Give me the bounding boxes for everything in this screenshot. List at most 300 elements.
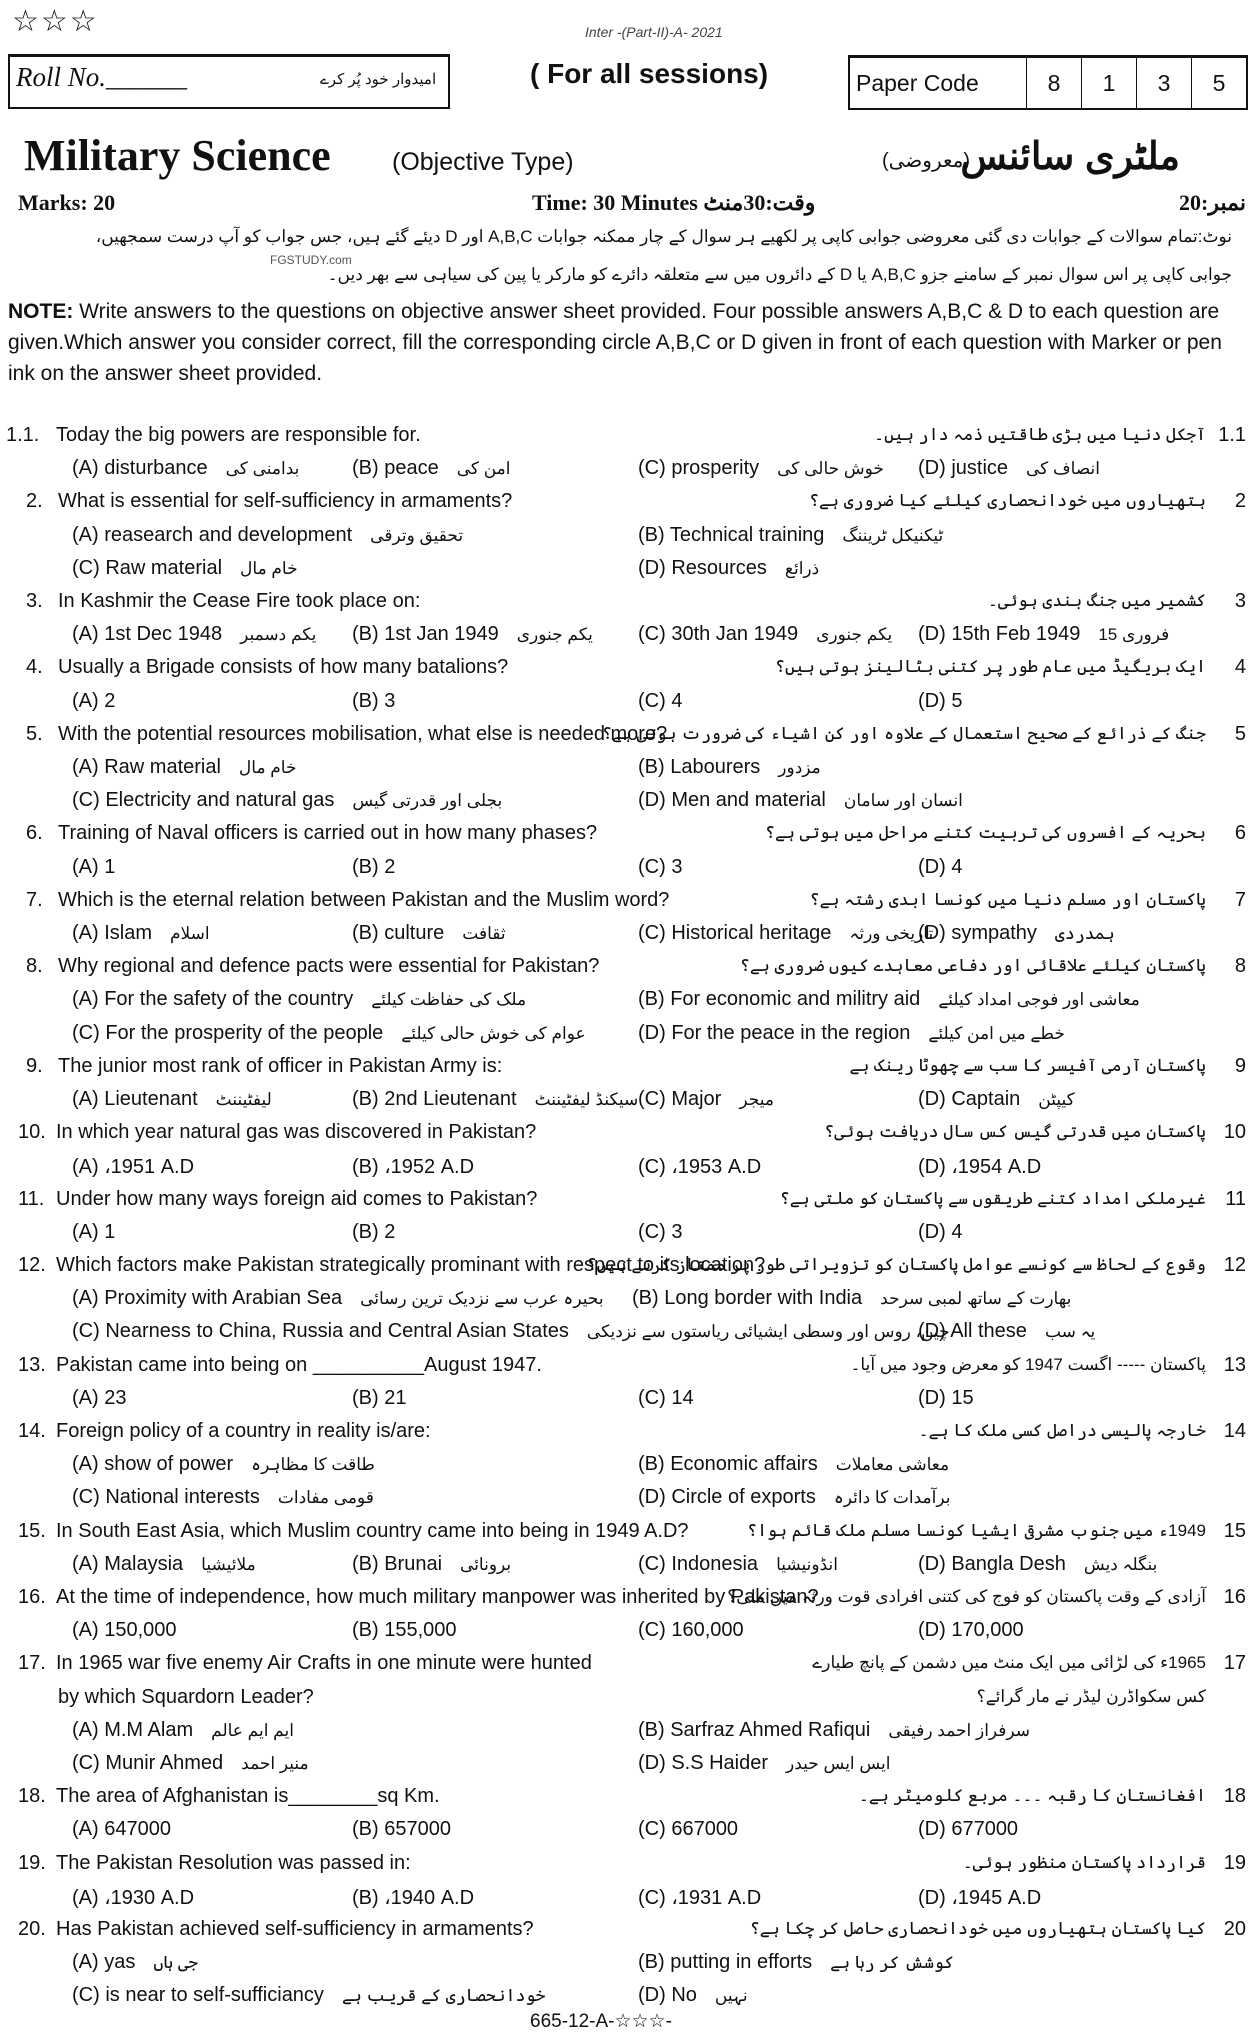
question-number-urdu: 13 <box>1223 1354 1246 1376</box>
question-line <box>0 1250 1250 1283</box>
question-number-urdu: 4 <box>1234 656 1246 678</box>
option-c[interactable] <box>638 1553 838 1576</box>
question-number: 1.1. <box>6 424 40 446</box>
option-c[interactable] <box>72 1486 374 1509</box>
option-text: (D) 4 <box>918 1221 963 1243</box>
option-d[interactable] <box>918 1320 1095 1343</box>
question-text: Today the big powers are responsible for. <box>56 424 421 446</box>
option-c[interactable] <box>638 1619 744 1642</box>
question-urdu: جنگ کے ذرائع کے صحیح استعمال کے علاوہ اور کن اشیاء کی ضرورت ہوتی ہے؟ <box>601 724 1206 743</box>
option-d[interactable] <box>918 1387 974 1410</box>
question-text: by which Squardorn Leader? <box>58 1686 314 1708</box>
option-text: (A) ،1930 A.D <box>72 1887 195 1909</box>
option-urdu: ملک کی حفاظت کیلئے <box>371 990 527 1009</box>
paper-title: Military Science <box>24 131 331 180</box>
option-urdu: امن کی <box>456 459 511 478</box>
option-c[interactable] <box>72 1320 950 1343</box>
question-number: 19. <box>18 1852 46 1874</box>
option-d[interactable] <box>918 1553 1157 1576</box>
option-d[interactable] <box>918 623 1169 646</box>
option-urdu: کیپٹن <box>1038 1090 1075 1109</box>
option-text: (C) 667000 <box>638 1818 739 1840</box>
option-urdu: لیفٹیننٹ <box>215 1090 272 1109</box>
roll-number-label: Roll No.______ <box>16 62 188 92</box>
question-line <box>0 818 1250 851</box>
option-b[interactable] <box>352 457 510 480</box>
question-line <box>0 1283 1250 1316</box>
question-text: In South East Asia, which Muslim country came into being in 1949 A.D? <box>56 1520 689 1542</box>
option-text: (A) 150,000 <box>72 1619 177 1641</box>
question-text: The Pakistan Resolution was passed in: <box>56 1852 411 1874</box>
question-text: Why regional and defence pacts were essential for Pakistan? <box>58 955 600 977</box>
option-urdu: معاشی اور فوجی امداد کیلئے <box>938 990 1140 1009</box>
option-text: (D) 5 <box>918 690 963 712</box>
question-urdu: بحریہ کے افسروں کی تربیت کتنے مراحل میں ہوتی ہے؟ <box>765 823 1206 842</box>
question-line <box>0 1449 1250 1482</box>
option-text: (A) Raw material <box>72 756 221 778</box>
question-urdu: پاکستان اور مسلم دنیا میں کونسا ابدی رشتہ ہے؟ <box>809 890 1206 909</box>
option-c[interactable] <box>638 1154 761 1179</box>
paper-code-digit: 1 <box>1081 58 1136 108</box>
question-number-urdu: 9 <box>1234 1055 1246 1077</box>
option-text: (A) 1 <box>72 1221 116 1243</box>
option-text: (A) show of power <box>72 1453 234 1475</box>
option-a[interactable] <box>72 1885 194 1910</box>
option-text: (C) Major <box>638 1088 722 1110</box>
question-line <box>0 1781 1250 1814</box>
option-c[interactable] <box>72 1752 309 1775</box>
question-line <box>0 1383 1250 1416</box>
question-number: 4. <box>26 656 43 678</box>
option-b[interactable] <box>352 1885 474 1910</box>
option-b[interactable] <box>638 1719 1030 1742</box>
question-number: 9. <box>26 1055 43 1077</box>
option-a[interactable] <box>72 524 463 547</box>
option-a[interactable] <box>72 623 316 646</box>
option-d[interactable] <box>638 1752 891 1775</box>
question-number: 13. <box>18 1354 46 1376</box>
question-line <box>0 1117 1250 1150</box>
option-a[interactable] <box>72 1453 375 1476</box>
option-urdu: خام مال <box>238 758 297 777</box>
option-b[interactable] <box>352 1387 406 1410</box>
option-text: (B) 2 <box>352 856 396 878</box>
option-urdu: قومی مفادات <box>277 1488 374 1507</box>
option-b[interactable] <box>352 690 395 713</box>
option-b[interactable] <box>638 524 943 547</box>
option-d[interactable] <box>638 557 819 580</box>
question-number: 2. <box>26 490 43 512</box>
option-a[interactable] <box>72 756 297 779</box>
option-urdu: برونائی <box>460 1555 512 1574</box>
question-line <box>0 1084 1250 1117</box>
option-a[interactable] <box>72 457 299 480</box>
option-b[interactable] <box>352 1221 395 1244</box>
option-text: (C) 3 <box>638 1221 683 1243</box>
option-urdu: یکم جنوری <box>516 625 593 644</box>
option-b[interactable] <box>352 1088 638 1111</box>
exam-label: Inter -(Part-II)-A- 2021 <box>585 24 723 40</box>
question-line <box>0 1316 1250 1349</box>
question-text: In 1965 war five enemy Air Crafts in one minute were hunted <box>56 1652 592 1674</box>
question-urdu: آزادی کے وقت پاکستان کو فوج کی کتنی افرادی قوت ورثہ میں ملی؟ <box>727 1587 1206 1606</box>
question-line <box>0 1582 1250 1615</box>
option-b[interactable] <box>352 1818 451 1841</box>
option-d[interactable] <box>638 1486 951 1509</box>
option-text: (C) Nearness to China, Russia and Central Asian States <box>72 1320 569 1342</box>
option-text: (A) 1 <box>72 856 116 878</box>
option-b[interactable] <box>352 1154 474 1179</box>
question-text: What is essential for self-sufficiency in armaments? <box>58 490 513 512</box>
option-urdu: میجر <box>739 1090 774 1109</box>
question-line <box>0 1549 1250 1582</box>
option-text: (C) prosperity <box>638 457 760 479</box>
question-number: 17. <box>18 1652 46 1674</box>
question-line <box>0 1018 1250 1051</box>
option-b[interactable] <box>638 1951 954 1974</box>
option-text: (A) 2 <box>72 690 116 712</box>
option-text: (D) Circle of exports <box>638 1486 816 1508</box>
option-b[interactable] <box>352 623 593 646</box>
option-d[interactable] <box>918 922 1115 945</box>
option-text: (D) 15 <box>918 1387 974 1409</box>
option-text: (B) ،1952 A.D <box>352 1156 475 1178</box>
question-line <box>0 1482 1250 1515</box>
question-number-urdu: 5 <box>1234 723 1246 745</box>
option-c[interactable] <box>72 789 502 812</box>
question-line <box>0 619 1250 652</box>
question-number: 11. <box>18 1188 45 1210</box>
question-urdu: خارجہ پالیسی دراصل کسی ملک کا ہے۔ <box>918 1421 1206 1440</box>
note-urdu-line: جوابی کاپی پر اس سوال نمبر کے سامنے جزو A,B,C یا D کے دائروں میں سے متعلقہ دائرے کو مارکر یا پین کی سیاہی سے بھر دیں۔ <box>327 265 1232 284</box>
option-a[interactable] <box>72 1287 604 1310</box>
option-text: (B) 21 <box>352 1387 407 1409</box>
option-b[interactable] <box>638 756 821 779</box>
question-number: 16. <box>18 1586 46 1608</box>
question-line <box>0 1648 1250 1681</box>
option-text: (A) 647000 <box>72 1818 171 1840</box>
option-b[interactable] <box>352 1553 511 1576</box>
option-urdu: انڈونیشیا <box>776 1555 838 1574</box>
option-text: (C) Electricity and natural gas <box>72 789 335 811</box>
question-urdu: آجکل دنیا میں بڑی طاقتیں ذمہ دار ہیں۔ <box>874 425 1206 444</box>
option-b[interactable] <box>638 1453 949 1476</box>
option-text: (D) For the peace in the region <box>638 1022 911 1044</box>
option-b[interactable] <box>352 1619 457 1642</box>
option-text: (A) Islam <box>72 922 152 944</box>
paper-title-urdu: ملٹری سائنس <box>960 136 1180 178</box>
option-text: (B) Economic affairs <box>638 1453 818 1475</box>
paper-type: (Objective Type) <box>392 148 574 176</box>
option-text: (D) 15th Feb 1949 <box>918 623 1081 645</box>
question-number: 5. <box>26 723 43 745</box>
option-urdu: انصاف کی <box>1026 459 1101 478</box>
option-text: (D) Bangla Desh <box>918 1553 1066 1575</box>
option-a[interactable] <box>72 690 115 713</box>
option-text: (B) ،1940 A.D <box>352 1887 475 1909</box>
option-a[interactable] <box>72 1221 115 1244</box>
option-text: (A) disturbance <box>72 457 208 479</box>
option-a[interactable] <box>72 1387 126 1410</box>
option-d[interactable] <box>918 1818 1018 1841</box>
question-line <box>0 1416 1250 1449</box>
option-text: (A) 23 <box>72 1387 127 1409</box>
option-c[interactable] <box>638 690 682 713</box>
option-urdu: بھارت کے ساتھ لمبی سرحد <box>880 1289 1072 1308</box>
option-urdu: اسلام <box>170 924 210 943</box>
paper-type-urdu: (معروضی) <box>881 150 970 172</box>
question-number: 20. <box>18 1918 46 1940</box>
option-urdu: ذرائع <box>784 559 820 578</box>
roll-number-urdu: امیدوار خود پُر کرے <box>320 71 437 88</box>
question-urdu: 1949ء میں جنوب مشرقی ایشیا کونسا مسلم ملک قائم ہوا؟ <box>747 1521 1206 1540</box>
option-text: (C) is near to self-sufficiancy <box>72 1984 324 2006</box>
question-number-urdu: 17 <box>1223 1652 1246 1674</box>
option-a[interactable] <box>72 1719 294 1742</box>
question-urdu: کشمیر میں جنگ بندی ہوئی۔ <box>987 591 1206 610</box>
question-line <box>0 785 1250 818</box>
option-c[interactable] <box>72 1984 545 2007</box>
option-c[interactable] <box>72 1022 586 1045</box>
option-text: (B) peace <box>352 457 439 479</box>
option-urdu: طاقت کا مظاہرہ <box>251 1455 375 1474</box>
option-d[interactable] <box>638 789 963 812</box>
note-urdu-line: نوٹ:تمام سوالات کے جوابات دی گئی معروضی جوابی کاپی پر لکھیے ہر سوال کے چار ممکنہ جوابات A,B,C اور D دیئے گئے ہیں، جس جواب کو آپ درست سمجھیں، <box>95 227 1232 246</box>
option-a[interactable] <box>72 922 210 945</box>
stars-mark: ☆☆☆ <box>12 5 99 38</box>
option-urdu: 15 فروری <box>1098 625 1170 644</box>
question-line <box>0 520 1250 553</box>
option-text: (A) yas <box>72 1951 136 1973</box>
option-text: (B) culture <box>352 922 445 944</box>
question-text: Which is the eternal relation between Pakistan and the Muslim word? <box>58 889 670 911</box>
question-number-urdu: 7 <box>1234 889 1246 911</box>
question-line <box>0 1682 1250 1715</box>
paper-code-digit: 8 <box>1026 58 1081 108</box>
option-d[interactable] <box>918 1154 1041 1179</box>
option-urdu: ٹیکنیکل ٹریننگ <box>842 526 944 545</box>
option-a[interactable] <box>72 1154 194 1179</box>
question-line <box>0 1516 1250 1549</box>
option-text: (B) 155,000 <box>352 1619 457 1641</box>
question-urdu: ایک بریگیڈ میں عام طور پر کتنی بٹالینز ہوتی ہیں؟ <box>775 657 1206 676</box>
option-text: (D) 677000 <box>918 1818 1019 1840</box>
option-c[interactable] <box>638 1088 774 1111</box>
paper-code-box <box>848 55 1248 110</box>
question-number-urdu: 16 <box>1223 1586 1246 1608</box>
option-text: (B) 2 <box>352 1221 396 1243</box>
option-urdu: یکم جنوری <box>816 625 893 644</box>
question-urdu: قرارداد پاکستان منظور ہوئی۔ <box>962 1853 1206 1872</box>
option-text: (D) No <box>638 1984 697 2006</box>
question-number: 7. <box>26 889 43 911</box>
option-text: (C) Historical heritage <box>638 922 832 944</box>
option-urdu: خطے میں امن کیلئے <box>928 1024 1065 1043</box>
note-label: NOTE: <box>8 300 74 323</box>
option-urdu: ایس ایس حیدر <box>786 1754 891 1773</box>
option-text: (C) 30th Jan 1949 <box>638 623 799 645</box>
question-urdu: ہتھیاروں میں خودانحصاری کیلئے کیا ضروری ہے؟ <box>809 491 1206 510</box>
question-line <box>0 719 1250 752</box>
option-text: (B) 1st Jan 1949 <box>352 623 499 645</box>
question-line <box>0 1881 1250 1914</box>
option-text: (D) Men and material <box>638 789 826 811</box>
option-d[interactable] <box>918 1885 1041 1910</box>
option-c[interactable] <box>638 922 933 945</box>
option-urdu: برآمدات کا دائرہ <box>833 1488 951 1507</box>
question-text: Under how many ways foreign aid comes to Pakistan? <box>56 1188 538 1210</box>
option-urdu: ہمدردی <box>1054 924 1115 943</box>
option-a[interactable] <box>72 1951 198 1974</box>
note-text: Write answers to the questions on objective answer sheet provided. Four possible answers A,B,C & D to each question are given.Which answer you consider correct, fill the corresponding circle A,B,C or D given in front of each question with Marker or pen ink on the answer sheet provided. <box>8 300 1222 385</box>
question-urdu: پاکستان ----- اگست 1947 کو معرض وجود میں آیا۔ <box>850 1355 1206 1374</box>
option-urdu: جی ہاں <box>153 1953 198 1972</box>
option-text: (A) For the safety of the country <box>72 988 354 1010</box>
option-urdu: بنگلہ دیش <box>1083 1555 1158 1574</box>
option-c[interactable] <box>638 1885 761 1910</box>
option-urdu: چین، روس اور وسطی ایشیائی ریاستوں سے نزدیکی <box>586 1322 950 1341</box>
option-text: (D) 4 <box>918 856 963 878</box>
option-text: (D) justice <box>918 457 1009 479</box>
question-number-urdu: 6 <box>1234 822 1246 844</box>
question-line <box>0 852 1250 885</box>
question-line <box>0 486 1250 519</box>
option-urdu: بدامنی کی <box>225 459 300 478</box>
option-d[interactable] <box>918 856 962 879</box>
option-text: (C) Munir Ahmed <box>72 1752 224 1774</box>
question-text: With the potential resources mobilisation, what else is needed more? <box>58 723 668 745</box>
question-line <box>0 652 1250 685</box>
option-d[interactable] <box>918 457 1100 480</box>
option-text: (B) For economic and militry aid <box>638 988 921 1010</box>
question-number-urdu: 3 <box>1234 590 1246 612</box>
option-text: (C) Raw material <box>72 557 223 579</box>
option-c[interactable] <box>638 1818 738 1841</box>
question-number: 18. <box>18 1785 46 1807</box>
option-urdu: خام مال <box>240 559 298 578</box>
question-line <box>0 1615 1250 1648</box>
option-urdu: مزدور <box>778 758 821 777</box>
option-urdu: بحیرہ عرب سے نزدیک ترین رسائی <box>360 1289 604 1308</box>
option-text: (A) reasearch and development <box>72 524 353 546</box>
question-line <box>0 951 1250 984</box>
option-d[interactable] <box>918 1619 1024 1642</box>
option-d[interactable] <box>638 1022 1065 1045</box>
option-c[interactable] <box>638 457 884 480</box>
option-urdu: خودانحصاری کے قریب ہے <box>341 1986 546 2005</box>
question-urdu: وقوع کے لحاظ سے کونسے عوامل پاکستان کو تزویراتی طور پر ممتاز کرتے ہیں؟ <box>586 1255 1206 1274</box>
question-text: Which factors make Pakistan strategically prominant with respect to its location? <box>56 1254 766 1276</box>
footer-code: 665-12-A-☆☆☆- <box>530 2011 672 2032</box>
option-a[interactable] <box>72 988 526 1011</box>
option-text: (B) 2nd Lieutenant <box>352 1088 517 1110</box>
option-urdu: کوشش کر رہا ہے <box>830 1953 954 1972</box>
question-number: 6. <box>26 822 43 844</box>
question-number-urdu: 19 <box>1223 1852 1246 1874</box>
option-urdu: منیر احمد <box>241 1754 309 1773</box>
option-text: (D) Captain <box>918 1088 1021 1110</box>
question-urdu: غیرملکی امداد کتنے طریقوں سے پاکستان کو ملتی ہے؟ <box>779 1189 1206 1208</box>
option-a[interactable] <box>72 1088 272 1111</box>
option-text: (B) Sarfraz Ahmed Rafiqui <box>638 1719 871 1741</box>
question-text: Foreign policy of a country in reality is/are: <box>56 1420 431 1442</box>
question-urdu: کس سکواڈرن لیڈر نے مار گرائے؟ <box>976 1687 1206 1706</box>
question-urdu: پاکستان آرمی آفیسر کا سب سے چھوٹا رینک ہے <box>849 1056 1206 1075</box>
option-text: (B) Long border with India <box>632 1287 863 1309</box>
question-text: Usually a Brigade consists of how many batalions? <box>58 656 509 678</box>
option-urdu: ایم ایم عالم <box>211 1721 294 1740</box>
option-d[interactable] <box>918 1221 962 1244</box>
option-text: (D) ،1954 A.D <box>918 1156 1042 1178</box>
option-urdu: انسان اور سامان <box>843 791 963 810</box>
question-line <box>0 1350 1250 1383</box>
question-line <box>0 1184 1250 1217</box>
option-a[interactable] <box>72 856 115 879</box>
question-number: 12. <box>18 1254 46 1276</box>
question-line <box>0 1980 1250 2013</box>
option-c[interactable] <box>638 856 682 879</box>
question-number-urdu: 14 <box>1223 1420 1246 1442</box>
option-text: (C) Indonesia <box>638 1553 759 1575</box>
question-number: 14. <box>18 1420 46 1442</box>
option-text: (B) 657000 <box>352 1818 451 1840</box>
question-text: Training of Naval officers is carried out in how many phases? <box>58 822 598 844</box>
option-a[interactable] <box>72 1619 177 1642</box>
option-text: (B) 3 <box>352 690 396 712</box>
option-c[interactable] <box>638 1387 694 1410</box>
option-text: (C) ،1931 A.D <box>638 1887 762 1909</box>
question-number: 3. <box>26 590 43 612</box>
option-b[interactable] <box>632 1287 1071 1310</box>
option-text: (A) Malaysia <box>72 1553 184 1575</box>
question-line <box>0 1715 1250 1748</box>
option-urdu: عوام کی خوش حالی کیلئے <box>401 1024 586 1043</box>
instructions-note <box>8 296 1244 389</box>
question-text: In which year natural gas was discovered in Pakistan? <box>56 1121 537 1143</box>
option-a[interactable] <box>72 1818 171 1841</box>
question-urdu: 1965ء کی لڑائی میں ایک منٹ میں دشمن کے پانچ طیارے <box>812 1653 1206 1672</box>
option-c[interactable] <box>638 623 892 646</box>
option-d[interactable] <box>638 1984 748 2007</box>
option-text: (C) For the prosperity of the people <box>72 1022 384 1044</box>
question-line <box>0 984 1250 1017</box>
option-urdu: معاشی معاملات <box>835 1455 950 1474</box>
option-b[interactable] <box>638 988 1140 1011</box>
option-c[interactable] <box>638 1221 682 1244</box>
option-urdu: یہ سب <box>1044 1322 1096 1341</box>
option-d[interactable] <box>918 1088 1075 1111</box>
question-number-urdu: 2 <box>1234 490 1246 512</box>
option-text: (B) Brunai <box>352 1553 443 1575</box>
marks-urdu: نمبر:20 <box>1179 190 1246 215</box>
question-line <box>0 1947 1250 1980</box>
option-text: (C) National interests <box>72 1486 260 1508</box>
option-c[interactable] <box>72 557 298 580</box>
option-urdu: ثقافت <box>462 924 506 943</box>
option-text: (D) S.S Haider <box>638 1752 769 1774</box>
option-a[interactable] <box>72 1553 256 1576</box>
option-b[interactable] <box>352 922 506 945</box>
option-text: (A) ،1951 A.D <box>72 1156 195 1178</box>
question-text: Has Pakistan achieved self-sufficiency in armaments? <box>56 1918 534 1940</box>
question-text: The area of Afghanistan is________sq Km. <box>56 1785 440 1807</box>
option-text: (D) 170,000 <box>918 1619 1024 1641</box>
question-number-urdu: 11 <box>1225 1188 1246 1210</box>
option-b[interactable] <box>352 856 395 879</box>
option-urdu: خوش حالی کی <box>777 459 884 478</box>
question-number-urdu: 20 <box>1223 1918 1246 1940</box>
option-d[interactable] <box>918 690 962 713</box>
